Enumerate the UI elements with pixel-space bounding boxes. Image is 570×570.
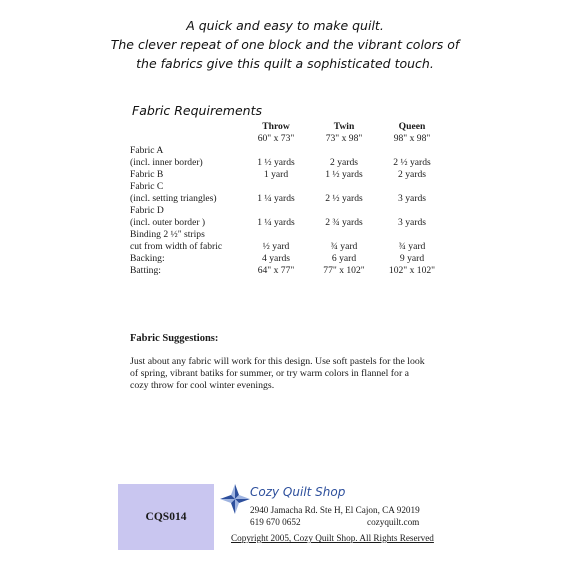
shop-address: 2940 Jamacha Rd. Ste H, El Cajon, CA 92019: [250, 505, 420, 515]
value-twin: 2 ¾ yards: [325, 217, 363, 228]
value-twin: [310, 205, 378, 217]
value-queen: [378, 205, 446, 217]
header-queen: Queen: [398, 121, 426, 132]
header-twin: Twin: [333, 121, 355, 132]
table-row: [130, 169, 446, 181]
row-label: (incl. outer border ): [130, 217, 206, 228]
row-label: Backing:: [130, 253, 165, 264]
row-label: Batting:: [130, 265, 161, 276]
value-throw: 1 ¼ yards: [257, 217, 295, 228]
table-row: [130, 265, 446, 277]
value-throw: 4 yards: [262, 253, 290, 264]
value-queen: 102" x 102": [388, 265, 436, 276]
intro-text: [0, 16, 570, 73]
table-row: [130, 145, 446, 157]
header-throw: Throw: [262, 121, 290, 132]
suggestion-line: cozy throw for cool winter evenings.: [130, 380, 275, 391]
row-label: Binding 2 ½" strips: [130, 229, 205, 240]
pattern-sku-box: [118, 484, 214, 550]
table-cell: [130, 121, 242, 133]
value-queen: 9 yard: [399, 253, 425, 264]
copyright-notice: Copyright 2005, Cozy Quilt Shop. All Rights Reserved: [231, 533, 434, 543]
value-queen: [378, 229, 446, 241]
value-throw: [242, 229, 310, 241]
value-twin: 2 yards: [330, 157, 358, 168]
value-twin: [310, 229, 378, 241]
suggestion-line: of spring, vibrant batiks for summer, or try warm colors in flannel for a: [130, 368, 410, 379]
table-row: [130, 241, 446, 253]
table-header-row: [130, 121, 446, 133]
size-twin: 73" x 98": [325, 133, 363, 144]
fabric-requirements-title: Fabric Requirements: [132, 103, 262, 118]
value-throw: ½ yard: [262, 241, 290, 252]
value-twin: ¾ yard: [330, 241, 358, 252]
value-queen: 3 yards: [398, 217, 426, 228]
value-twin: [310, 181, 378, 193]
value-throw: [242, 145, 310, 157]
table-row: [130, 193, 446, 205]
table-row: [130, 229, 446, 241]
row-label: (incl. inner border): [130, 157, 203, 168]
value-throw: [242, 205, 310, 217]
value-queen: [378, 181, 446, 193]
value-queen: ¾ yard: [398, 241, 426, 252]
value-throw: 64" x 77": [257, 265, 295, 276]
row-label: Fabric C: [130, 181, 164, 192]
value-queen: 2 yards: [398, 169, 426, 180]
row-label: Fabric B: [130, 169, 164, 180]
table-row: [130, 205, 446, 217]
intro-line: A quick and easy to make quilt.: [186, 18, 384, 33]
row-label: cut from width of fabric: [130, 241, 223, 252]
value-twin: 77" x 102": [323, 265, 365, 276]
value-throw: 1 ½ yards: [257, 157, 295, 168]
value-twin: [310, 145, 378, 157]
value-twin: 2 ½ yards: [325, 193, 363, 204]
fabric-suggestions-title: Fabric Suggestions:: [130, 333, 219, 344]
table-size-row: [130, 133, 446, 145]
pattern-sku: CQS014: [145, 511, 187, 523]
value-queen: [378, 145, 446, 157]
fabric-requirements-table: [130, 121, 446, 277]
value-queen: 3 yards: [398, 193, 426, 204]
row-label: (incl. setting triangles): [130, 193, 217, 204]
shop-name: Cozy Quilt Shop: [250, 485, 346, 499]
size-queen: 98" x 98": [393, 133, 431, 144]
shop-website[interactable]: cozyquilt.com: [367, 517, 420, 527]
pinwheel-star-icon: [219, 483, 251, 515]
value-twin: 6 yard: [331, 253, 357, 264]
value-throw: 1 ¼ yards: [257, 193, 295, 204]
intro-line: The clever repeat of one block and the vibrant colors of: [110, 37, 460, 52]
intro-line: the fabrics give this quilt a sophisticated touch.: [136, 56, 434, 71]
fabric-suggestions-text: [130, 356, 450, 392]
row-label: Fabric A: [130, 145, 164, 156]
table-row: [130, 217, 446, 229]
size-throw: 60" x 73": [257, 133, 295, 144]
value-throw: 1 yard: [263, 169, 289, 180]
table-cell: [130, 133, 242, 145]
table-row: [130, 253, 446, 265]
value-throw: [242, 181, 310, 193]
shop-phone: 619 670 0652: [250, 517, 301, 527]
row-label: Fabric D: [130, 205, 164, 216]
table-row: [130, 157, 446, 169]
table-row: [130, 181, 446, 193]
value-queen: 2 ½ yards: [393, 157, 431, 168]
value-twin: 1 ½ yards: [325, 169, 363, 180]
suggestion-line: Just about any fabric will work for this design. Use soft pastels for the look: [130, 356, 425, 367]
